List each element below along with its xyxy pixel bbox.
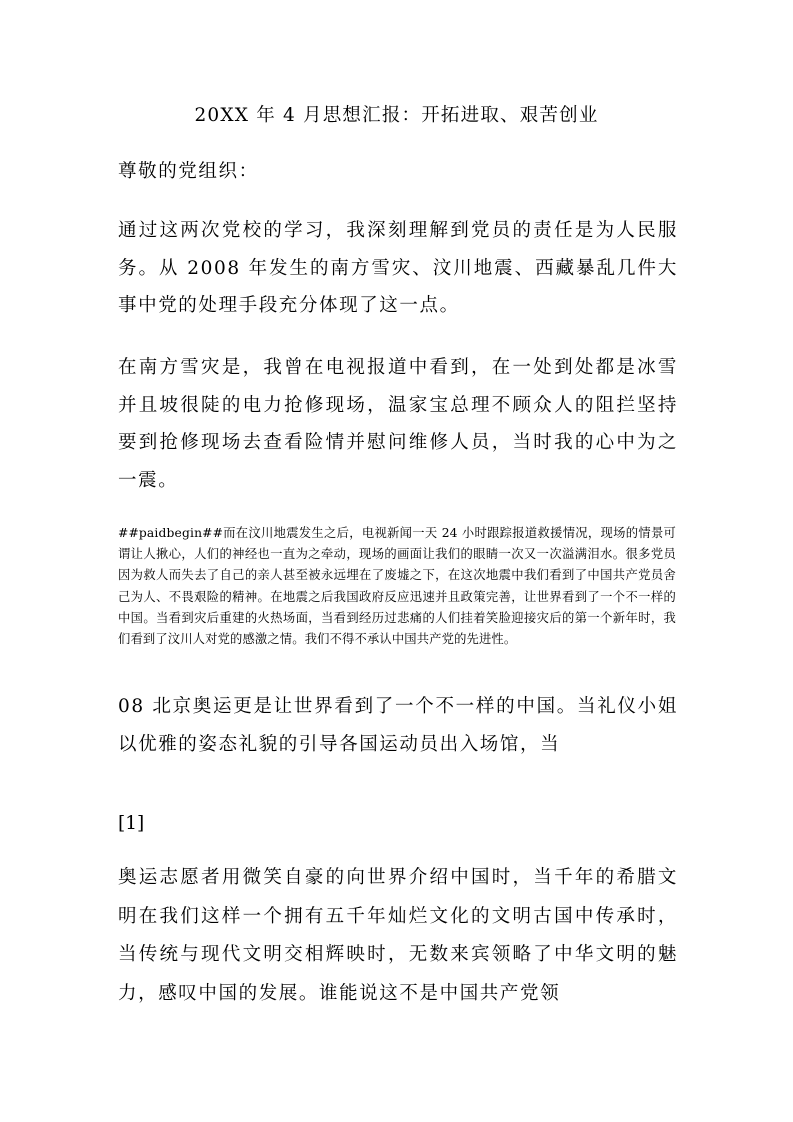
salutation: 尊敬的党组织： <box>118 161 259 182</box>
paragraph-2: 在南方雪灾是，我曾在电视报道中看到，在一处到处都是冰雪并且坡很陡的电力抢修现场，温家宝总理不顾众人的阻拦坚持要到抢修现场去查看险情并慰问维修人员，当时我的心中为之一震。 <box>118 357 678 491</box>
paragraph-4: 08 北京奥运更是让世界看到了一个不一样的中国。当礼仪小姐以优雅的姿态礼貌的引导各国运动员出入场馆，当 <box>118 696 678 755</box>
footnote-marker: [1] <box>118 813 145 834</box>
paragraph-5: 奥运志愿者用微笑自豪的向世界介绍中国时，当千年的希腊文明在我们这样一个拥有五千年灿烂文化的文明古国中传承时，当传统与现代文明交相辉映时，无数来宾领略了中华文明的魅力，感叹中国的发展。谁能说这不是中国共产党领 <box>118 867 678 1004</box>
paragraph-3-small: ##paidbegin##而在汶川地震发生之后，电视新闻一天 24 小时跟踪报道救援情况，现场的情景可谓让人揪心，人们的神经也一直为之牵动，现场的画面让我们的眼睛一次又一次溢满泪水。很多党员因为救人而失去了自己的亲人甚至被永远埋在了废墟之下，在这次地震中我们看到了中国共产党员舍己为人、不畏艰险的精神。在地震之后我国政府反应迅速并且政策完善，让世界看到了一个不一样的中国。当看到灾后重建的火热场面，当看到经历过悲痛的人们挂着笑脸迎接灾后的第一个新年时，我们看到了汶川人对党的感激之情。我们不得不承认中国共产党的先进性。 <box>118 526 676 647</box>
paragraph-1: 通过这两次党校的学习，我深刻理解到党员的责任是为人民服务。从 2008 年发生的南方雪灾、汶川地震、西藏暴乱几件大事中党的处理手段充分体现了这一点。 <box>118 220 678 316</box>
document-title: 20XX 年 4 月思想汇报：开拓进取、艰苦创业 <box>194 105 599 126</box>
